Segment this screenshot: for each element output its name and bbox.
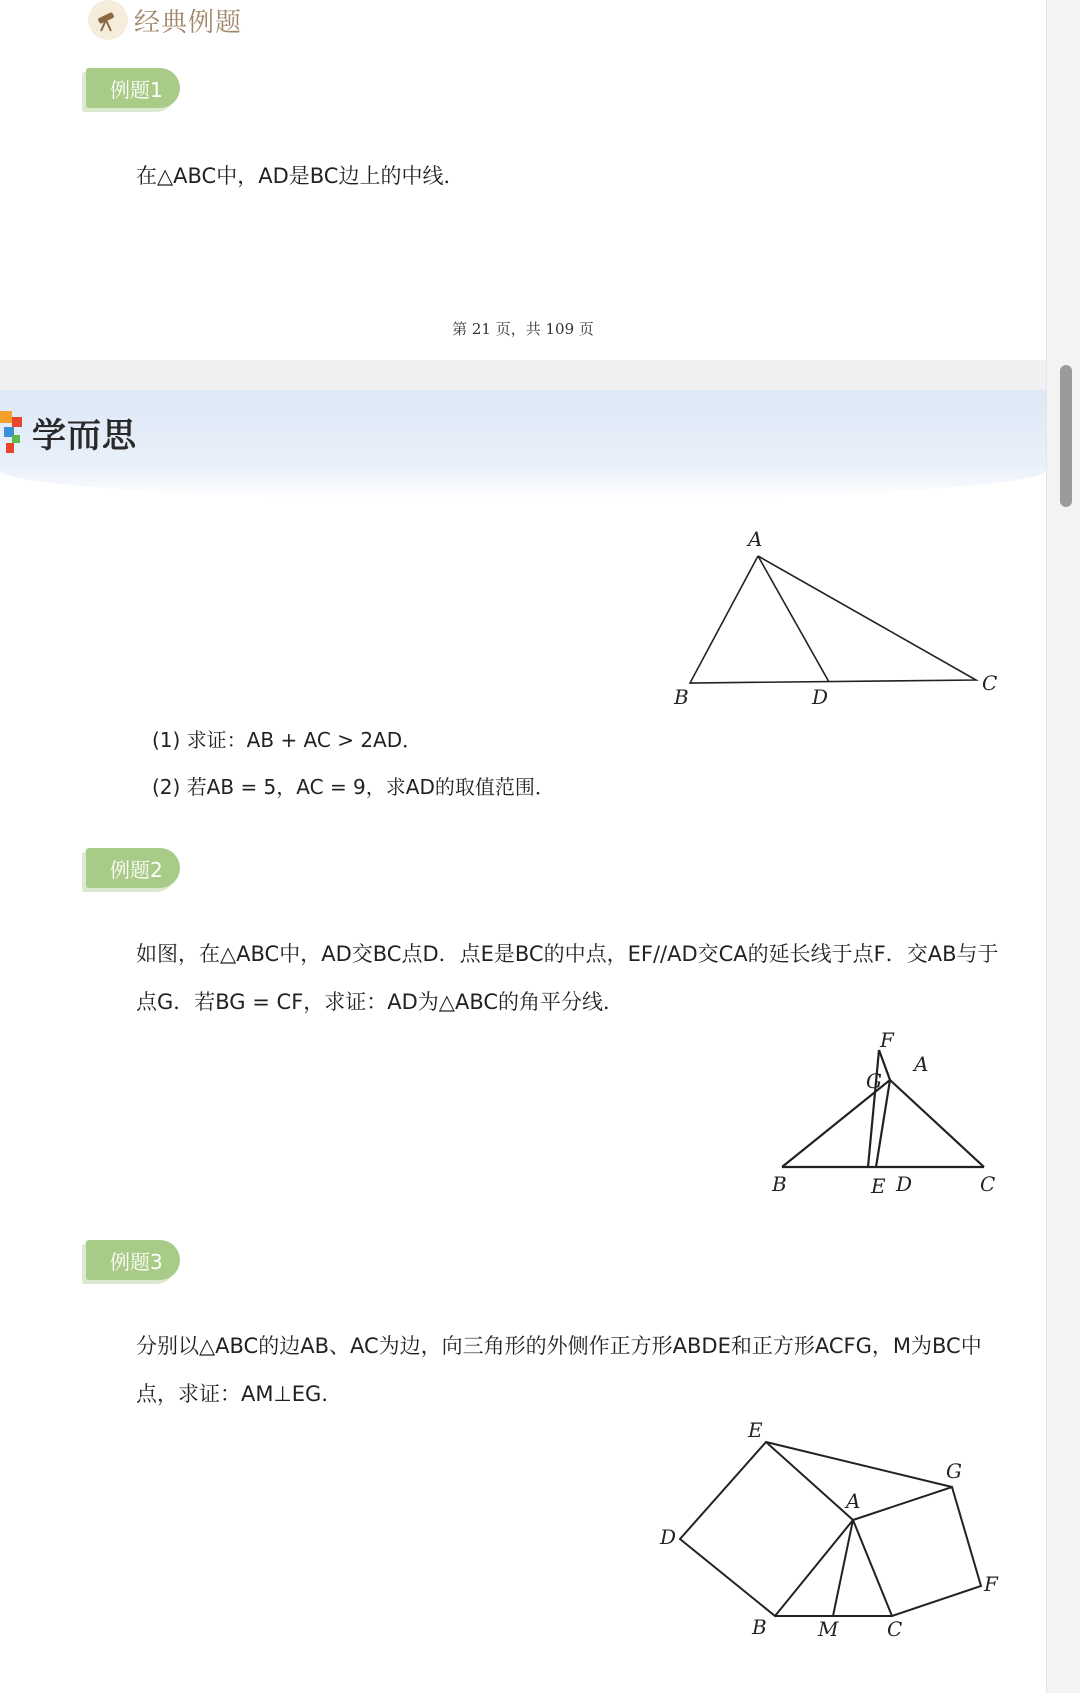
- example-1-text: 在△ABC中，AD是BC边上的中线．: [136, 164, 465, 188]
- fig1-label-a: A: [748, 527, 763, 551]
- example-1-figure: [660, 520, 1020, 710]
- telescope-icon: [88, 0, 128, 40]
- fig3-label-b: B: [752, 1615, 767, 1639]
- example-2-tag: 例题2: [86, 848, 180, 888]
- brand-banner: [0, 390, 1046, 500]
- example-3-line-2: 点，求证：AM⊥EG．: [136, 1382, 343, 1406]
- vertical-scrollbar[interactable]: [1046, 0, 1080, 1693]
- fig2-label-e: E: [871, 1174, 886, 1198]
- fig2-label-a: A: [914, 1052, 929, 1076]
- example-3-tag: 例题3: [86, 1240, 180, 1280]
- example-2-line-2: 点G．若BG = CF，求证：AD为△ABC的角平分线．: [136, 990, 625, 1014]
- section-title: 经典例题: [134, 7, 243, 38]
- example-3-line-1: 分别以△ABC的边AB、AC为边，向三角形的外侧作正方形ABDE和正方形ACFG，M为BC中: [136, 1334, 982, 1358]
- fig3-label-m: M: [818, 1617, 839, 1641]
- example-2-line-1: 如图，在△ABC中，AD交BC点D．点E是BC的中点，EF//AD交CA的延长线于点F．交AB与于: [136, 942, 999, 966]
- section-header: [88, 0, 242, 40]
- fig3-label-g: G: [946, 1459, 962, 1483]
- fig2-label-c: C: [980, 1172, 996, 1196]
- brand-name: 学而思: [32, 416, 137, 456]
- scrollbar-thumb[interactable]: [1060, 365, 1072, 507]
- brand-mark-icon: [0, 411, 24, 455]
- fig1-label-b: B: [674, 685, 689, 709]
- brand-logo: [0, 408, 137, 457]
- fig3-label-e: E: [748, 1418, 763, 1442]
- fig2-label-d: D: [896, 1172, 913, 1196]
- fig2-label-g: G: [866, 1069, 882, 1093]
- fig3-label-f: F: [984, 1572, 998, 1596]
- fig2-label-b: B: [772, 1172, 787, 1196]
- fig3-label-d: D: [660, 1525, 677, 1549]
- example-1-part-2: (2) 若AB = 5，AC = 9，求AD的取值范围．: [152, 775, 555, 799]
- page-footer: 第 21 页，共 109 页: [452, 320, 594, 338]
- page-separator: [0, 360, 1046, 390]
- example-3-figure: [650, 1420, 1020, 1655]
- fig2-label-f: F: [880, 1028, 894, 1052]
- example-1-tag: 例题1: [86, 68, 180, 108]
- fig1-label-c: C: [982, 671, 998, 695]
- fig3-label-a: A: [846, 1489, 861, 1513]
- fig3-label-c: C: [887, 1617, 903, 1641]
- example-2-figure: [760, 1030, 1020, 1200]
- example-1-part-1: (1) 求证：AB + AC > 2AD．: [152, 728, 423, 752]
- fig1-label-d: D: [812, 685, 829, 709]
